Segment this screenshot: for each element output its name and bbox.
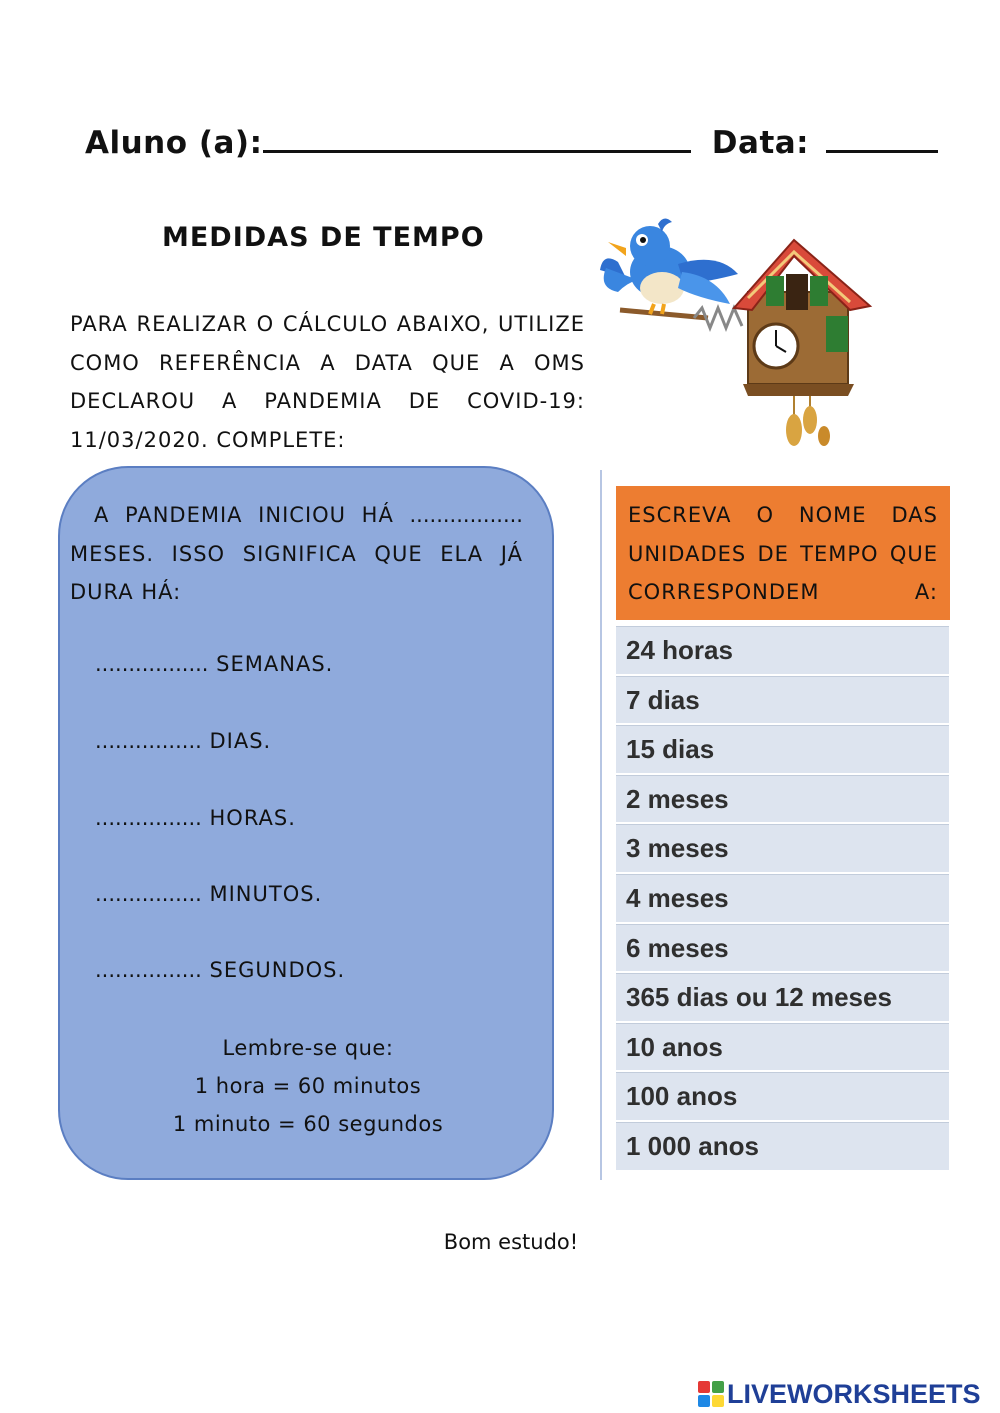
table-row[interactable]: 3 meses xyxy=(616,824,949,872)
brand-name: LIVEWORKSHEETS xyxy=(727,1378,981,1409)
table-row[interactable]: 100 anos xyxy=(616,1072,949,1120)
table-row[interactable]: 7 dias xyxy=(616,676,949,724)
column-divider xyxy=(600,470,602,1180)
page-title: MEDIDAS DE TEMPO xyxy=(162,222,485,253)
reminder-line-1: 1 hora = 60 minutos xyxy=(194,1074,422,1098)
units-table xyxy=(616,626,949,1172)
footer-message: Bom estudo! xyxy=(443,1230,579,1254)
answer-row-hours xyxy=(95,806,296,830)
calculation-intro xyxy=(70,496,523,612)
table-row[interactable]: 24 horas xyxy=(616,626,949,674)
date-label: Data: xyxy=(711,125,810,161)
minutes-label: MINUTOS. xyxy=(209,882,323,906)
student-header xyxy=(85,124,915,168)
answer-row-weeks xyxy=(95,652,333,676)
date-blank[interactable] xyxy=(826,124,938,153)
reminder-line-2: 1 minuto = 60 segundos xyxy=(172,1112,444,1136)
intro-part2: MESES. ISSO SIGNIFICA QUE ELA JÁ DURA HÁ: xyxy=(70,541,523,604)
clock-house-icon xyxy=(734,240,870,446)
liveworksheets-logo-icon xyxy=(698,1381,724,1407)
table-row[interactable]: 365 dias ou 12 meses xyxy=(616,973,949,1021)
student-label: Aluno (a): xyxy=(85,125,263,161)
weeks-blank[interactable]: ................. xyxy=(95,652,209,676)
cuckoo-clock-illustration xyxy=(598,212,880,450)
table-row[interactable]: 1 000 anos xyxy=(616,1122,949,1170)
table-row[interactable]: 6 meses xyxy=(616,924,949,972)
table-row[interactable]: 10 anos xyxy=(616,1023,949,1071)
weeks-label: SEMANAS. xyxy=(216,652,334,676)
bird-icon xyxy=(600,218,738,318)
student-name-blank[interactable] xyxy=(263,124,691,153)
seconds-label: SEGUNDOS. xyxy=(209,958,346,982)
reminder-title: Lembre-se que: xyxy=(222,1036,394,1060)
days-blank[interactable]: ................ xyxy=(95,729,202,753)
answer-row-seconds xyxy=(95,958,345,982)
table-row[interactable]: 15 dias xyxy=(616,725,949,773)
answer-row-minutes xyxy=(95,882,322,906)
months-blank[interactable]: ................. xyxy=(409,503,523,527)
units-task-header: ESCREVA O NOME DAS UNIDADES DE TEMPO QUE CORRESPONDEM A: xyxy=(616,486,950,620)
intro-part1: A PANDEMIA INICIOU HÁ xyxy=(94,503,394,527)
hours-blank[interactable]: ................ xyxy=(95,806,202,830)
table-row[interactable]: 4 meses xyxy=(616,874,949,922)
liveworksheets-brand xyxy=(698,1378,981,1410)
instructions-text: PARA REALIZAR O CÁLCULO ABAIXO, UTILIZE COMO REFERÊNCIA A DATA QUE A OMS DECLAROU A PANDEMIA DE COVID-19: 11/03/2020. COMPLETE: xyxy=(70,312,585,452)
answer-row-days xyxy=(95,729,271,753)
days-label: DIAS. xyxy=(209,729,272,753)
hours-label: HORAS. xyxy=(209,806,296,830)
minutes-blank[interactable]: ................ xyxy=(95,882,202,906)
table-row[interactable]: 2 meses xyxy=(616,775,949,823)
seconds-blank[interactable]: ................ xyxy=(95,958,202,982)
